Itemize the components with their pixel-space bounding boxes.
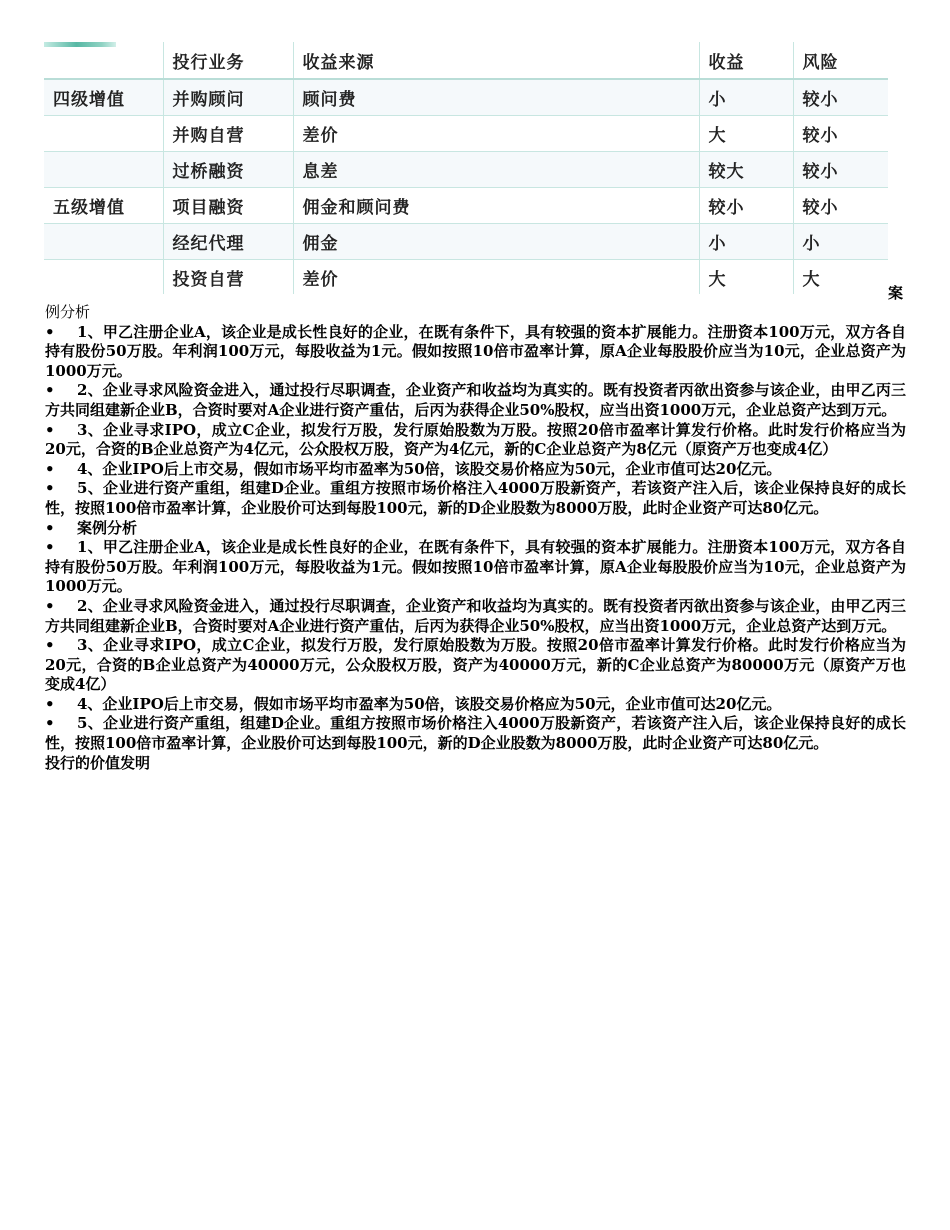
bullet-marker: • [45,420,55,439]
bullet-text: 5、企业进行资产重组，组建D企业。重组方按照市场价格注入4000万股新资产，若该资产注入后，该企业保持良好的成长性，按照100倍市盈率计算，企业股价可达到每股100元，新的D企业股数为8000万股，此时企业资产可达80亿元。 [45,714,906,753]
bullet-text: 1、甲乙注册企业A，该企业是成长性良好的企业，在既有条件下，具有较强的资本扩展能力。注册资本100万元，双方各自持有股份50万股。年利润100万元，每股收益为1元。假如按照10倍市盈率计算，原A企业每股股价应当为10元，企业总资产为1000万元。 [45,538,906,596]
table-cell [44,224,163,260]
table-cell: 较小 [793,152,888,188]
bullet-text: 5、企业进行资产重组，组建D企业。重组方按照市场价格注入4000万股新资产，若该资产注入后，该企业保持良好的成长性，按照100倍市盈率计算，企业股价可达到每股100元，新的D企业股数为8000万股，此时企业资产可达80亿元。 [45,479,906,517]
table-cell [44,260,163,295]
table-cell: 并购顾问 [163,79,293,116]
bullet-marker: • [45,596,55,615]
table-header-cell: 收益来源 [293,42,699,79]
table-cell: 较小 [793,79,888,116]
table-cell: 五级增值 [44,188,163,224]
bullet-marker: • [45,714,55,733]
case-analysis-section-1 [45,323,906,519]
bullet-text: 2、企业寻求风险资金进入，通过投行尽职调查，企业资产和收益均为真实的。既有投资者丙欲出资参与该企业，由甲乙丙三方共同组建新企业B，合资时要对A企业进行资产重估，后丙为获得企业50%股权，应当出资1000万元，企业总资产达到万元。 [45,381,906,419]
table-header-cell [44,42,163,79]
bullet-marker: • [45,322,55,341]
table-cell: 大 [699,260,793,295]
table-row [44,224,888,260]
table-cell: 较小 [793,116,888,152]
table-cell: 小 [699,224,793,260]
bullet-text: 4、企业IPO后上市交易，假如市场平均市盈率为50倍，该股交易价格应为50元，企业市值可达20亿元。 [77,694,782,713]
table-cell: 四级增值 [44,79,163,116]
table-row [44,260,888,295]
bullet-text: 3、企业寻求IPO，成立C企业，拟发行万股，发行原始股数为万股。按照20倍市盈率计算发行价格。此时发行价格应当为20元，合资的B企业总资产为40000万元，公众股权万股，资产为40000万元，新的C企业总资产为80000万元（原资产万也变成4亿） [45,636,906,694]
table-cell: 大 [699,116,793,152]
case-analysis-heading [45,519,906,539]
investment-banking-table [44,42,888,294]
bullet-paragraph [45,538,906,597]
table-cell: 过桥融资 [163,152,293,188]
table-cell: 投资自营 [163,260,293,295]
table-cell: 较小 [793,188,888,224]
business-table-image [44,42,888,294]
table-cell: 小 [793,224,888,260]
table-row [44,188,888,224]
bullet-marker: • [45,694,55,713]
bullet-paragraph [45,479,906,518]
table-cell: 并购自营 [163,116,293,152]
table-row [44,152,888,188]
bullet-paragraph [45,460,906,480]
bullet-marker: • [45,459,55,478]
table-cell: 息差 [293,152,699,188]
table-header-cell: 收益 [699,42,793,79]
text-body [45,303,906,773]
table-cell [44,152,163,188]
table-cell: 差价 [293,116,699,152]
bullet-marker: • [45,636,55,655]
bullet-paragraph [45,323,906,382]
table-header-cell: 投行业务 [163,42,293,79]
bullet-marker: • [45,479,55,498]
table-header-cell: 风险 [793,42,888,79]
bullet-paragraph [45,695,906,715]
table-cell: 大 [793,260,888,295]
table-cell: 较小 [699,188,793,224]
footer-title: 投行的价值发明 [45,753,151,772]
table-cell: 较大 [699,152,793,188]
bullet-text: 2、企业寻求风险资金进入，通过投行尽职调查，企业资产和收益均为真实的。既有投资者丙欲出资参与该企业，由甲乙丙三方共同组建新企业B，合资时要对A企业进行资产重估，后丙为获得企业50%股权，应当出资1000万元，企业总资产达到万元。 [45,596,906,635]
table-header-row [44,42,888,79]
table-cell [44,116,163,152]
table-cell: 佣金和顾问费 [293,188,699,224]
table-row [44,79,888,116]
bullet-text: 4、企业IPO后上市交易，假如市场平均市盈率为50倍，该股交易价格应为50元，企业市值可达20亿元。 [77,459,782,478]
bullet-paragraph [45,714,906,753]
decorative-accent-bar [44,42,116,47]
bullet-marker: • [45,518,55,537]
table-row [44,116,888,152]
table-cell: 小 [699,79,793,116]
case-analysis-section-2 [45,538,906,754]
bullet-marker: • [45,538,55,557]
bullet-paragraph [45,636,906,695]
bullet-paragraph [45,421,906,460]
bullet-text: 3、企业寻求IPO，成立C企业，拟发行万股，发行原始股数为万股。按照20倍市盈率计算发行价格。此时发行价格应当为20元，合资的B企业总资产为4亿元，公众股权万股，资产为4亿元，新的C企业总资产为8亿元（原资产万也变成4亿） [45,420,906,459]
case-heading-tail: 案 [888,284,904,302]
bullet-text: 1、甲乙注册企业A，该企业是成长性良好的企业，在既有条件下，具有较强的资本扩展能力。注册资本100万元，双方各自持有股份50万股。年利润100万元，每股收益为1元。假如按照10倍市盈率计算，原A企业每股股价应当为10元，企业总资产为1000万元。 [45,322,906,380]
case-analysis-heading-text: 案例分析 [77,518,138,537]
bullet-paragraph [45,381,906,420]
table-cell: 项目融资 [163,188,293,224]
table-cell: 佣金 [293,224,699,260]
bullet-paragraph [45,597,906,636]
case-heading-rest: 例分析 [45,303,91,321]
table-cell: 差价 [293,260,699,295]
table-cell: 顾问费 [293,79,699,116]
bullet-marker: • [45,381,55,400]
table-cell: 经纪代理 [163,224,293,260]
